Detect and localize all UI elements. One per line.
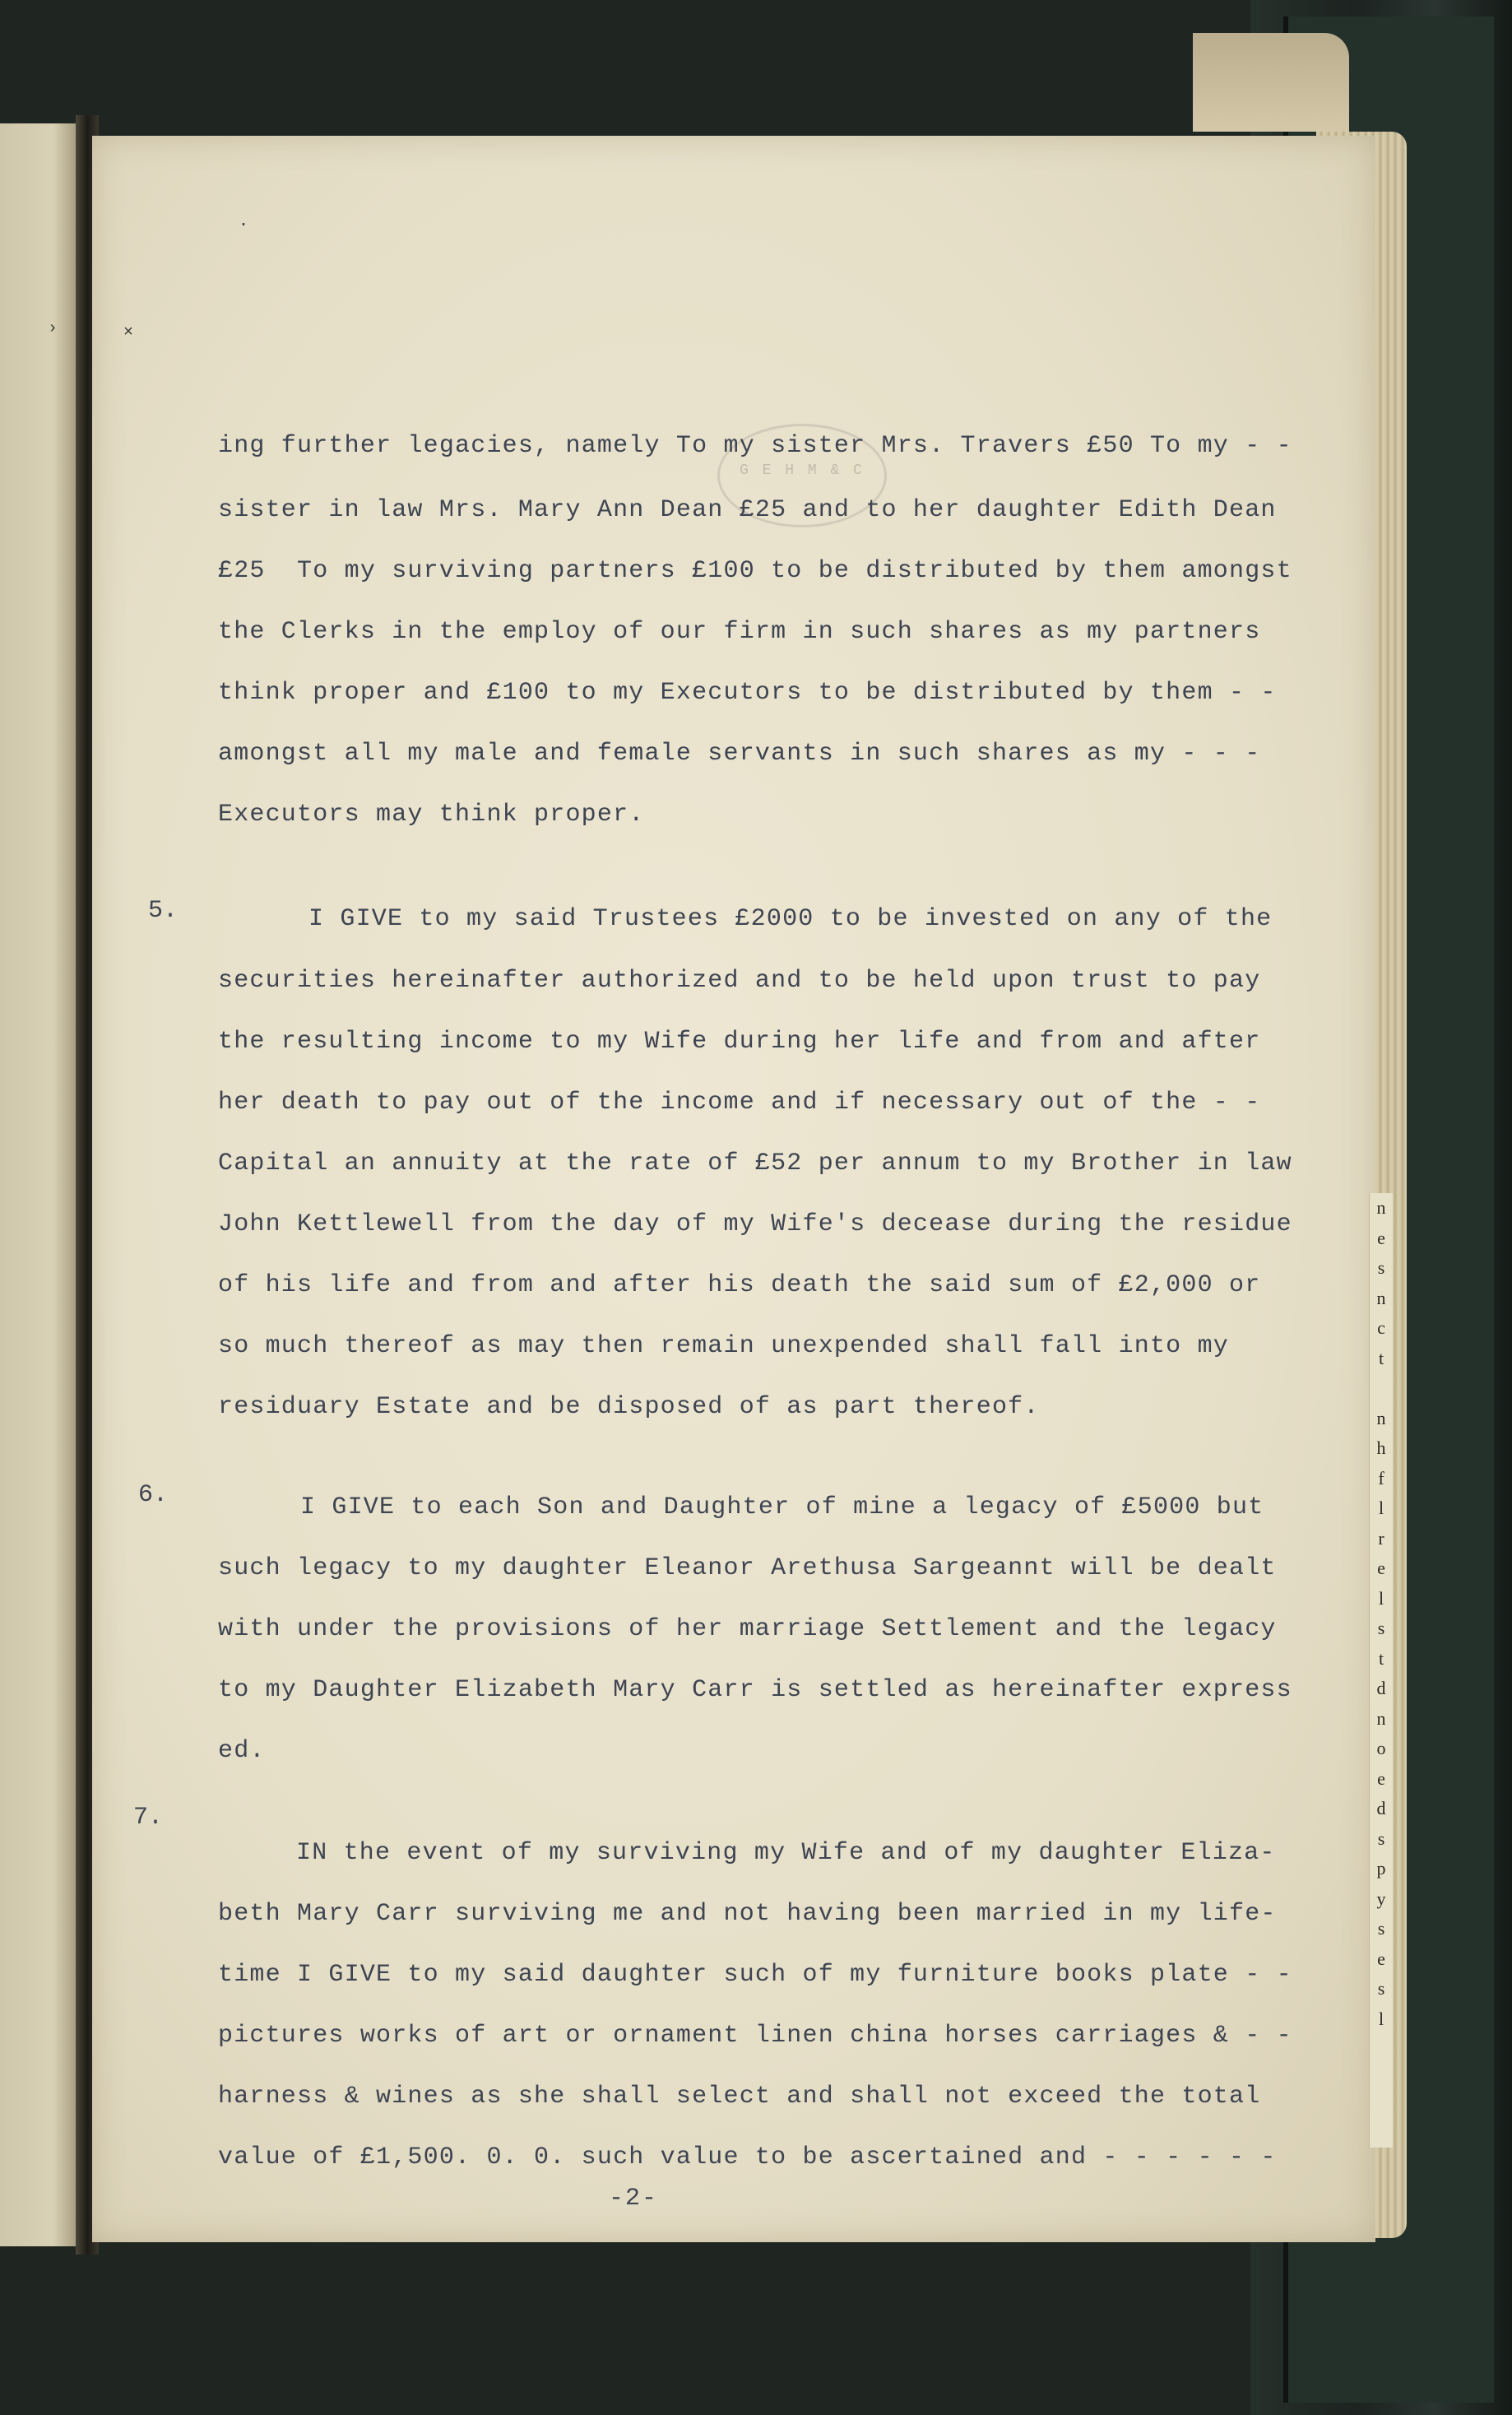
margin-mark-icon: ·	[239, 216, 249, 235]
text-line: residuary Estate and be disposed of as part thereof.	[218, 1393, 1040, 1421]
margin-tab-letter: n	[1376, 1287, 1386, 1308]
margin-tab-letter: d	[1376, 1678, 1386, 1698]
text-line: pictures works of art or ornament linen china horses carriages & - -	[218, 2022, 1292, 2050]
margin-tab-letter	[1370, 1373, 1393, 1404]
margin-tab-letter: h	[1376, 1437, 1386, 1458]
text-line: I GIVE to my said Trustees £2000 to be invested on any of the	[308, 905, 1273, 933]
text-line: £25 To my surviving partners £100 to be distributed by them amongst	[218, 557, 1292, 585]
margin-tab-letter: c	[1377, 1317, 1385, 1338]
text-line: ing further legacies, namely To my sister Mrs. Travers £50 To my - -	[218, 432, 1292, 460]
margin-tab-letter: n	[1376, 1707, 1386, 1729]
margin-mark-icon: ›	[48, 319, 58, 338]
margin-tab-letter: s	[1377, 1257, 1385, 1278]
margin-tab-letter: t	[1378, 1347, 1384, 1368]
clause-number-7: 7.	[133, 1804, 164, 1832]
text-line: think proper and £100 to my Executors to be distributed by them - -	[218, 679, 1277, 707]
margin-tab-letter: s	[1377, 1828, 1385, 1849]
margin-tab-letter: y	[1376, 1888, 1386, 1909]
text-line: Executors may think proper.	[218, 801, 645, 829]
text-line: such legacy to my daughter Eleanor Arethusa Sargeannt will be dealt	[218, 1554, 1277, 1582]
margin-tab-letter: o	[1376, 1738, 1386, 1758]
margin-tab-letter: e	[1377, 1227, 1385, 1248]
margin-tab-letter: r	[1378, 1527, 1384, 1549]
text-line: I GIVE to each Son and Daughter of mine a legacy of £5000 but	[300, 1493, 1264, 1521]
clause-number-5: 5.	[148, 897, 179, 925]
margin-tab-letter: s	[1377, 1918, 1385, 1939]
margin-tab-letter: e	[1377, 1558, 1385, 1578]
text-line: John Kettlewell from the day of my Wife's decease during the residue	[218, 1210, 1292, 1238]
text-line: ed.	[218, 1737, 266, 1765]
text-line: time I GIVE to my said daughter such of my furniture books plate - -	[218, 1961, 1292, 1989]
text-line: of his life and from and after his death the said sum of £2,000 or	[218, 1271, 1261, 1299]
text-line: beth Mary Carr surviving me and not having been married in my life-	[218, 1900, 1277, 1928]
text-line: IN the event of my surviving my Wife and of my daughter Eliza-	[296, 1839, 1276, 1867]
text-line: securities hereinafter authorized and to be held upon trust to pay	[218, 967, 1261, 995]
margin-tab-letter: l	[1378, 2008, 1384, 2029]
margin-tab-letter: l	[1378, 1498, 1384, 1518]
text-line: Capital an annuity at the rate of £52 per annum to my Brother in law	[218, 1149, 1292, 1177]
text-line: the Clerks in the employ of our firm in such shares as my partners	[218, 618, 1261, 646]
text-line: the resulting income to my Wife during her life and from and after	[218, 1028, 1261, 1056]
page-number: -2-	[609, 2185, 659, 2213]
text-line: sister in law Mrs. Mary Ann Dean £25 and to her daughter Edith Dean	[218, 496, 1277, 524]
text-line: so much thereof as may then remain unexpended shall fall into my	[218, 1332, 1229, 1360]
margin-tab-letter: d	[1376, 1798, 1386, 1818]
margin-mark-icon: ×	[123, 323, 134, 342]
left-page-edge	[0, 123, 78, 2246]
text-line: to my Daughter Elizabeth Mary Carr is settled as hereinafter express	[218, 1676, 1292, 1704]
stamp-text: G E H M & C	[740, 462, 865, 479]
margin-tab-letter: s	[1377, 1978, 1385, 1999]
margin-tab-strip	[1369, 1193, 1393, 2148]
margin-tab-letter: f	[1378, 1467, 1384, 1488]
text-line: harness & wines as she shall select and shall not exceed the total	[218, 2083, 1261, 2111]
margin-tab-letter: n	[1376, 1407, 1386, 1428]
margin-tab-letter: e	[1377, 1948, 1385, 1969]
page-stack-top	[1193, 33, 1349, 132]
text-line: value of £1,500. 0. 0. such value to be ascertained and - - - - - -	[218, 2143, 1277, 2171]
margin-tab-letter: t	[1378, 1647, 1384, 1669]
text-line: with under the provisions of her marriage Settlement and the legacy	[218, 1615, 1277, 1643]
margin-tab-letter: e	[1377, 1767, 1385, 1789]
text-line: amongst all my male and female servants in such shares as my - - -	[218, 740, 1261, 768]
clause-number-6: 6.	[138, 1481, 169, 1509]
margin-tab-letter: p	[1376, 1858, 1386, 1879]
margin-tab-letter: n	[1376, 1197, 1386, 1218]
margin-tab-letter: s	[1377, 1618, 1385, 1638]
margin-tab-letter: l	[1378, 1587, 1384, 1609]
text-line: her death to pay out of the income and if necessary out of the - -	[218, 1089, 1261, 1117]
